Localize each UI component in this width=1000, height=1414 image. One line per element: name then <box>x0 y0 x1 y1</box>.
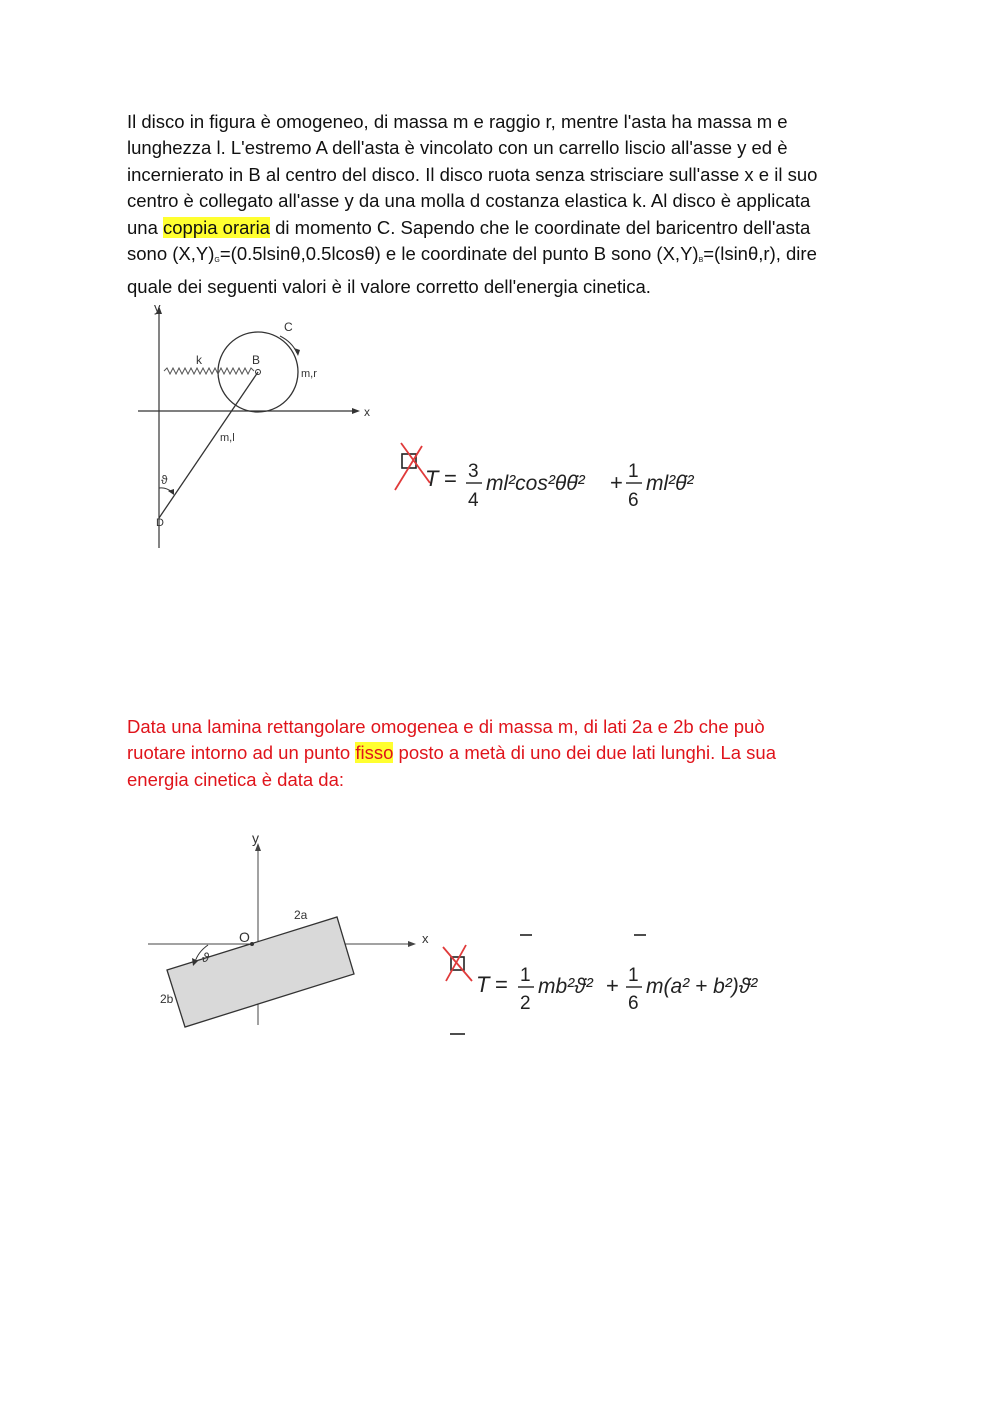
p1-line-7: quale dei seguenti valori è il valore corretto dell'energia cinetica. <box>127 276 651 298</box>
answer-1 <box>392 440 722 520</box>
answer-2-plus: + <box>606 973 619 998</box>
p1-line-1: Il disco in figura è omogeneo, di massa m e raggio r, mentre l'asta ha massa m e <box>127 111 788 132</box>
plate-figure <box>140 825 440 1035</box>
p2-line-2 <box>127 740 867 766</box>
label-x: x <box>364 405 370 419</box>
label-C: C <box>284 320 293 334</box>
answer-2-den1: 2 <box>520 993 531 1014</box>
p2-line-2-c: posto a metà di uno dei due lati lunghi. La sua <box>393 742 776 764</box>
answer-2-equals: = <box>495 972 508 997</box>
answer-1-equals: = <box>444 466 457 491</box>
answer-1-den2: 6 <box>628 490 639 511</box>
p1-line-2: lunghezza l. L'estremo A dell'asta è vincolato con un carrello liscio all'asse y ed è <box>127 137 788 159</box>
disk-rod-figure <box>130 298 390 558</box>
p1-line-6-c: =(0.5lsinθ,0.5lcosθ) e le coordinate del punto B sono (X,Y) <box>219 243 699 265</box>
answer-2-term2: m(a² + b²)ϑ̇² <box>646 975 758 998</box>
answer-2-cross-b <box>446 945 466 981</box>
label-x: x <box>422 931 429 946</box>
answer-2-den2: 6 <box>628 993 639 1014</box>
label-2a: 2a <box>294 908 308 922</box>
label-D: D <box>156 517 164 529</box>
p1-line-6 <box>127 241 867 274</box>
label-y: y <box>252 830 259 846</box>
highlight-fisso: fisso <box>355 742 394 764</box>
answer-1-num1: 3 <box>468 461 479 482</box>
answer-1-term2: ml²θ̇² <box>646 472 694 495</box>
problem2-text <box>127 714 867 793</box>
answer-2-num1: 1 <box>520 965 531 986</box>
answer-1-num2: 1 <box>628 461 639 482</box>
rod <box>159 372 258 518</box>
answer-1-plus: + <box>610 470 623 495</box>
p1-line-5-a: una <box>127 216 164 238</box>
subscript-G: G <box>214 257 220 265</box>
label-B: B <box>252 353 261 367</box>
label-k: k <box>196 353 202 367</box>
label-2b: 2b <box>160 992 174 1006</box>
answer-2-T: T <box>476 972 490 997</box>
label-theta: ϑ <box>161 473 168 487</box>
p1-line-5 <box>127 215 867 241</box>
p1-line-6-a: sono (X,Y) <box>127 243 215 265</box>
x-axis-arrow <box>408 941 416 947</box>
x-axis-arrow <box>352 408 360 414</box>
p1-line-5-c: di momento C. Sapendo che le coordinate del baricentro dell'asta <box>269 216 811 238</box>
p1-line-3: incernierato in B al centro del disco. Il disco ruota senza strisciare sull'asse x e il suo <box>127 163 818 185</box>
highlight-coppia-oraria: coppia oraria <box>163 216 270 238</box>
label-ml: m,l <box>220 432 235 444</box>
p1-line-4: centro è collegato all'asse y da una molla d costanza elastica k. Al disco è applicata <box>127 190 811 212</box>
subscript-B: B <box>698 257 704 265</box>
p1-line-6-e: =(lsinθ,r), dire <box>703 243 817 265</box>
answer-2 <box>438 925 788 1045</box>
problem1-text <box>127 109 867 301</box>
answer-1-T: T <box>425 466 439 491</box>
p2-line-2-a: ruotare intorno ad un punto <box>127 742 356 764</box>
label-O: O <box>239 929 250 945</box>
answer-1-den1: 4 <box>468 490 479 511</box>
answer-2-term1: mb²ϑ̇² <box>538 975 593 998</box>
label-mr: m,r <box>301 368 317 380</box>
label-y: y <box>154 300 161 315</box>
couple-arc <box>280 336 297 353</box>
couple-arrow <box>294 348 300 356</box>
answer-2-cross-a <box>443 947 472 981</box>
label-theta: ϑ <box>202 950 210 965</box>
rectangular-plate <box>167 917 354 1027</box>
spring-k <box>164 368 254 374</box>
pivot-O <box>250 942 254 946</box>
answer-2-num2: 1 <box>628 965 639 986</box>
p2-line-1: Data una lamina rettangolare omogenea e di massa m, di lati 2a e 2b che può <box>127 716 765 737</box>
answer-1-term1: ml²cos²θθ̇² <box>486 472 585 495</box>
p2-line-3: energia cinetica è data da: <box>127 768 345 790</box>
